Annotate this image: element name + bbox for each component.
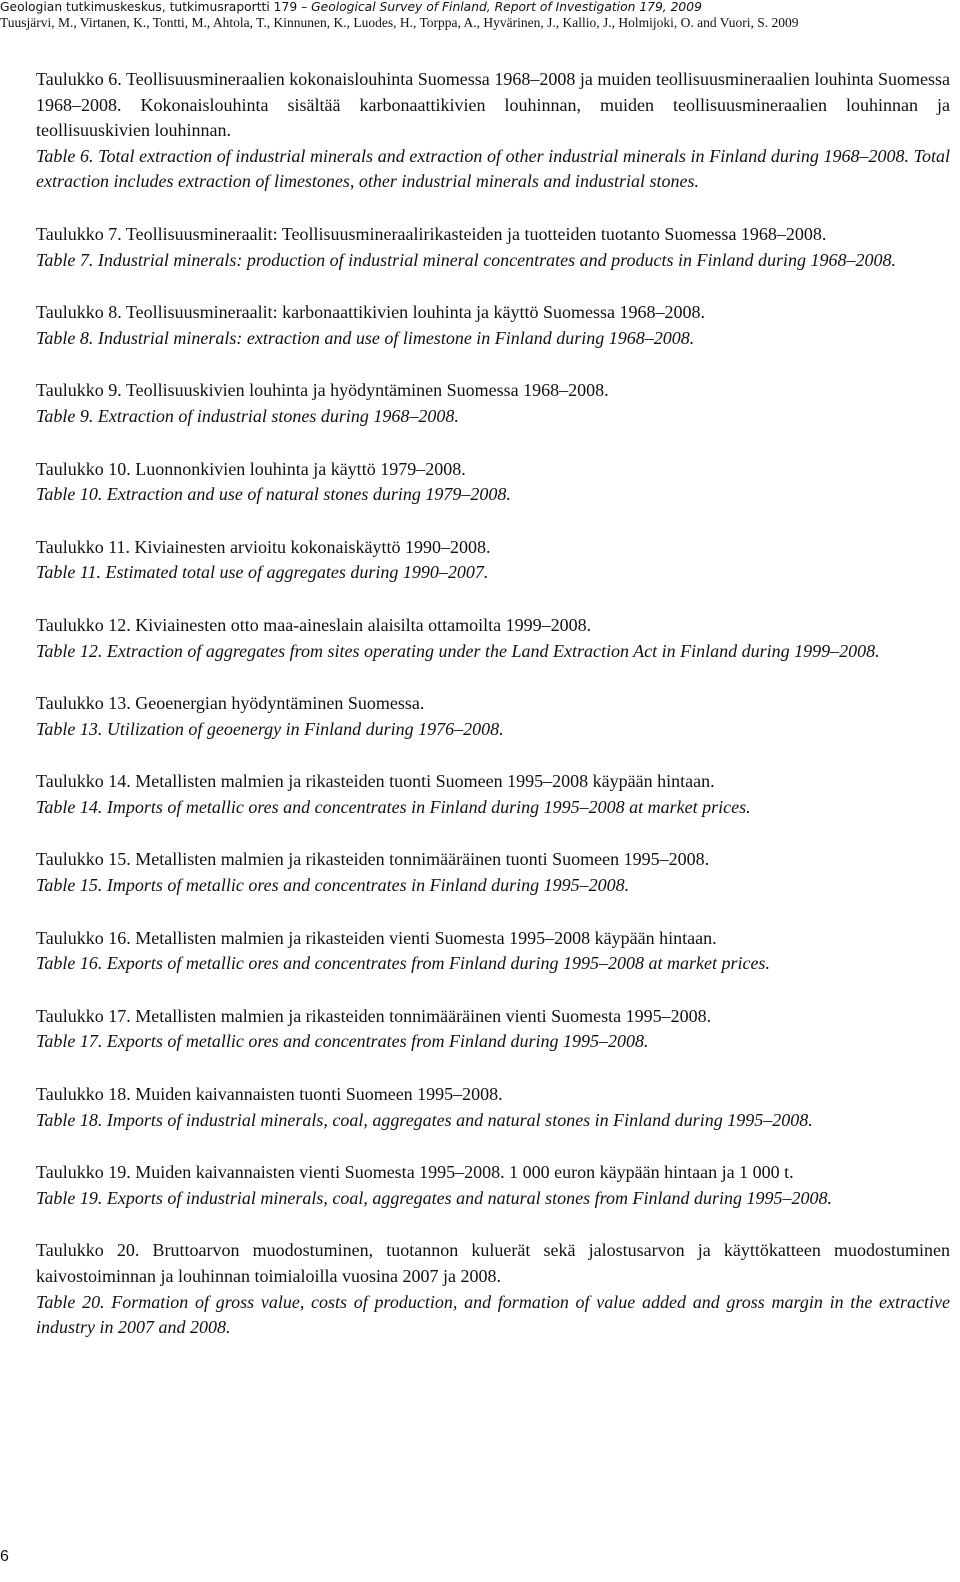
series-english: Geological Survey of Finland, Report of Investigation 179, 2009 [311,0,702,14]
caption-finnish: Taulukko 10. Luonnonkivien louhinta ja käyttö 1979–2008. [36,458,466,479]
list-item [36,300,950,351]
caption-finnish: Taulukko 14. Metallisten malmien ja rikasteiden tuonti Suomeen 1995–2008 käypään hintaan. [36,771,715,792]
series-line [0,0,960,15]
list-item [36,847,950,898]
caption-english: Table 15. Imports of metallic ores and concentrates in Finland during 1995–2008. [36,875,630,896]
list-item [36,67,950,195]
caption-english: Table 7. Industrial minerals: production of industrial mineral concentrates and products in Finland during 1968–2008. [36,249,896,270]
caption-english: Table 10. Extraction and use of natural stones during 1979–2008. [36,484,511,505]
caption-finnish: Taulukko 12. Kiviainesten otto maa-aineslain alaisilta ottamoilta 1999–2008. [36,614,592,635]
list-item [36,1238,950,1340]
caption-english: Table 12. Extraction of aggregates from sites operating under the Land Extraction Act in Finland during 1999–2008. [36,640,880,661]
list-item [36,457,950,508]
caption-finnish: Taulukko 16. Metallisten malmien ja rikasteiden vienti Suomesta 1995–2008 käypään hintaan. [36,927,717,948]
caption-english: Table 18. Imports of industrial minerals, coal, aggregates and natural stones in Finland during 1995–2008. [36,1109,813,1130]
caption-english: Table 9. Extraction of industrial stones during 1968–2008. [36,405,459,426]
caption-english: Table 14. Imports of metallic ores and concentrates in Finland during 1995–2008 at market prices. [36,796,751,817]
caption-finnish: Taulukko 15. Metallisten malmien ja rikasteiden tonnimääräinen tuonti Suomeen 1995–2008. [36,849,710,870]
caption-finnish: Taulukko 11. Kiviainesten arvioitu kokonaiskäyttö 1990–2008. [36,536,491,557]
caption-english: Table 17. Exports of metallic ores and concentrates from Finland during 1995–2008. [36,1031,649,1052]
list-item [36,535,950,586]
list-item [36,691,950,742]
page-number: 6 [0,1548,9,1565]
list-item [36,1082,950,1133]
caption-finnish: Taulukko 18. Muiden kaivannaisten tuonti Suomeen 1995–2008. [36,1084,503,1105]
list-item [36,1004,950,1055]
caption-english: Table 6. Total extraction of industrial minerals and extraction of other industrial minerals in Finland during 1968–2008. Total extraction includes extraction of limestones, other industrial minerals and industrial stones. [36,145,950,192]
caption-finnish: Taulukko 13. Geoenergian hyödyntäminen Suomessa. [36,693,425,714]
list-item [36,222,950,273]
caption-english: Table 20. Formation of gross value, costs of production, and formation of value added and gross margin in the extractive industry in 2007 and 2008. [36,1291,950,1338]
list-item [36,769,950,820]
list-item [36,926,950,977]
caption-finnish: Taulukko 8. Teollisuusmineraalit: karbonaattikivien louhinta ja käyttö Suomessa 1968–2008. [36,302,706,323]
caption-english: Table 16. Exports of metallic ores and concentrates from Finland during 1995–2008 at market prices. [36,953,770,974]
list-item [36,613,950,664]
running-header [0,0,960,30]
caption-english: Table 11. Estimated total use of aggregates during 1990–2007. [36,562,489,583]
caption-finnish: Taulukko 17. Metallisten malmien ja rikasteiden tonnimääräinen vienti Suomesta 1995–2008. [36,1005,712,1026]
series-finnish: Geologian tutkimuskeskus, tutkimusraportti 179 – [0,0,312,14]
caption-finnish: Taulukko 9. Teollisuuskivien louhinta ja hyödyntäminen Suomessa 1968–2008. [36,380,609,401]
authors-line: Tuusjärvi, M., Virtanen, K., Tontti, M., Ahtola, T., Kinnunen, K., Luodes, H., Torppa, A., Hyvärinen, J., Kallio, J., Holmijoki, O. and Vuori, S. 2009 [0,15,799,30]
caption-finnish: Taulukko 7. Teollisuusmineraalit: Teollisuusmineraalirikasteiden ja tuotteiden tuotanto Suomessa 1968–2008. [36,223,827,244]
caption-english: Table 8. Industrial minerals: extraction and use of limestone in Finland during 1968–2008. [36,327,695,348]
caption-finnish: Taulukko 20. Bruttoarvon muodostuminen, tuotannon kuluerät sekä jalostusarvon ja käyttökatteen muodostuminen kaivostoiminnan ja louhinnan toimialoilla vuosina 2007 ja 2008. [36,1240,950,1286]
caption-finnish: Taulukko 6. Teollisuusmineraalien kokonaislouhinta Suomessa 1968–2008 ja muiden teollisuusmineraalien louhinta Suomessa 1968–2008. Kokonaislouhinta sisältää karbonaattikivien louhinnan, muiden teollisuusmineraalien louhinnan ja teollisuuskivien louhinnan. [36,69,950,141]
list-item [36,378,950,429]
caption-english: Table 19. Exports of industrial minerals, coal, aggregates and natural stones from Finland during 1995–2008. [36,1187,833,1208]
table-list [36,67,950,1368]
caption-finnish: Taulukko 19. Muiden kaivannaisten vienti Suomesta 1995–2008. 1 000 euron käypään hintaan ja 1 000 t. [36,1162,794,1183]
caption-english: Table 13. Utilization of geoenergy in Finland during 1976–2008. [36,718,504,739]
list-item [36,1160,950,1211]
